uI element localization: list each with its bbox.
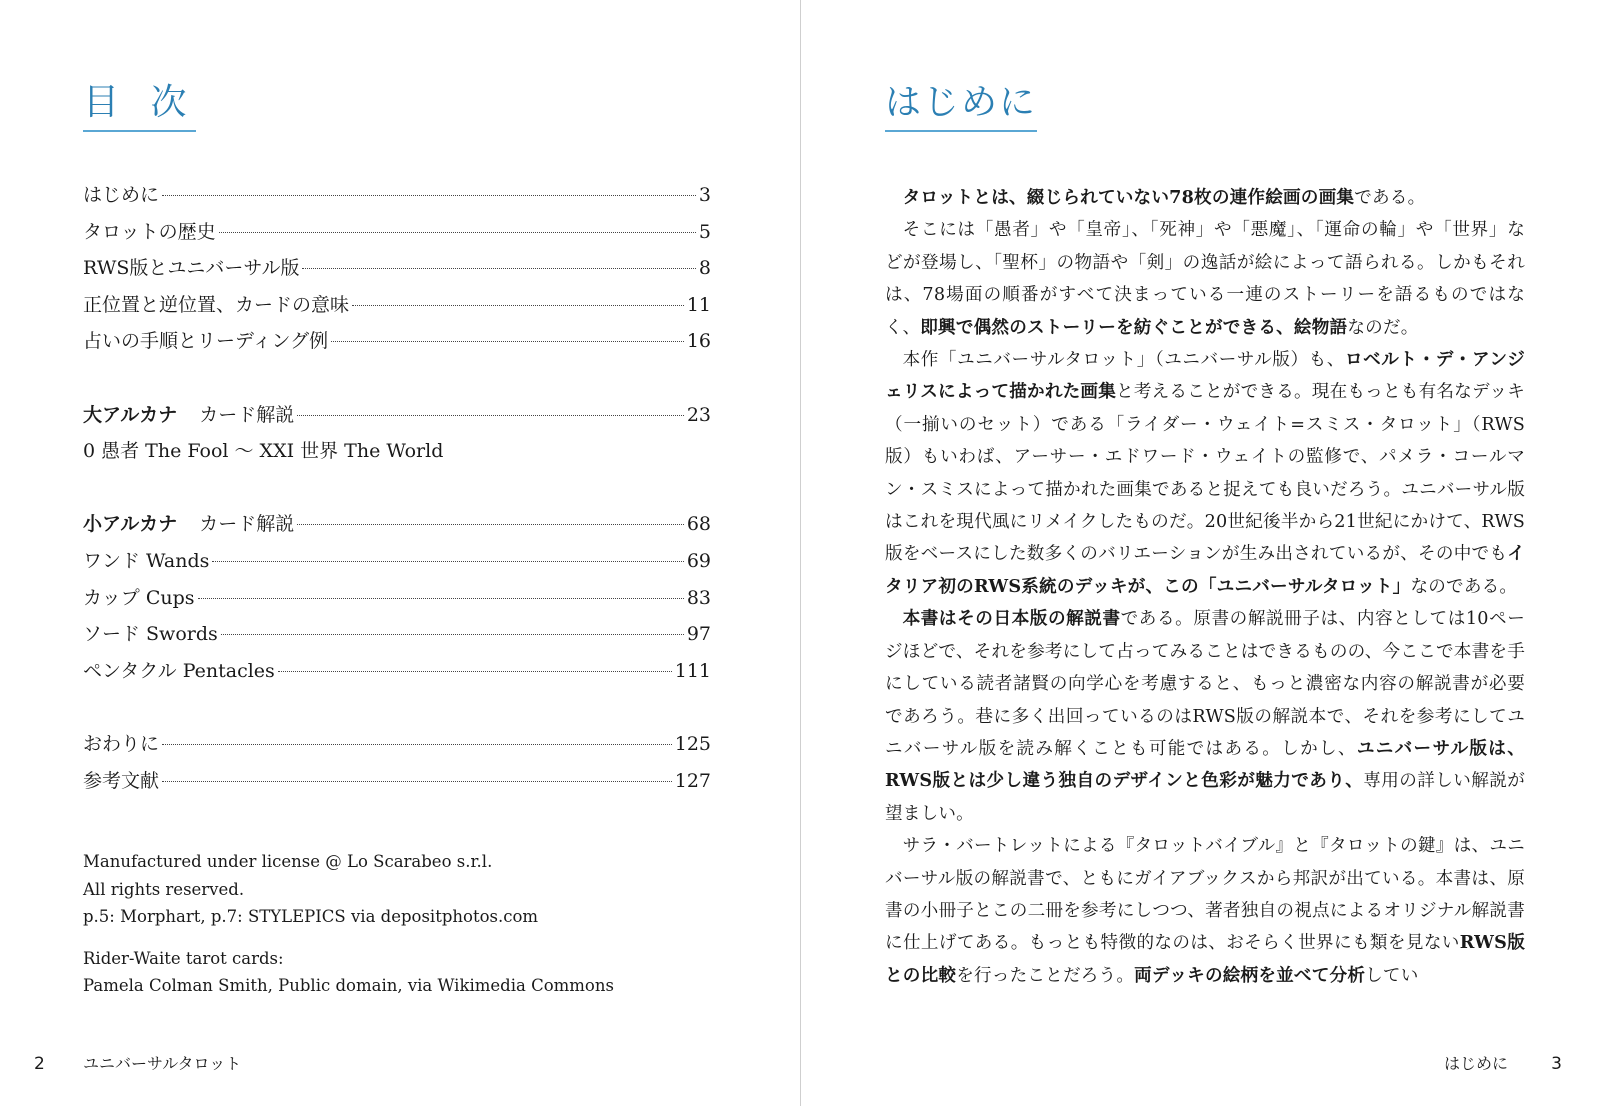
- toc-entry: ソード Swords 97: [83, 623, 711, 646]
- toc-entry: 参考文献 127: [83, 769, 711, 792]
- page-number: 3: [1551, 1054, 1562, 1074]
- running-title: はじめに: [1443, 1054, 1508, 1073]
- paragraph: そこには「愚者」や「皇帝」、「死神」や「悪魔」、「運命の輪」や「世界」などが登場し、「聖杯」の物語や「剣」の逸話が絵によって語られる。しかもそれは、78場面の順番がすべて決まっている一連のストーリーを語るものではなく、即興で偶然のストーリーを紡ぐことができる、絵物語なのだ。: [885, 220, 1525, 338]
- intro-heading: はじめに: [885, 78, 1037, 132]
- intro-body: [885, 182, 1525, 992]
- toc-entry: ワンド Wands 69: [83, 549, 711, 572]
- toc-entry: はじめに 3: [83, 184, 711, 206]
- toc-entry: タロットの歴史 5: [83, 220, 711, 243]
- toc-entry: RWS版とユニバーサル版 8: [83, 257, 711, 280]
- toc-entry: ペンタクル Pentacles 111: [83, 659, 711, 682]
- paragraph: 本作「ユニバーサルタロット」（ユニバーサル版）も、ロベルト・デ・アンジェリスによって描かれた画集と考えることができる。現在もっとも有名なデッキ（一揃いのセット）である「ライダー・ウェイト=スミス・タロット」（RWS版）もいわば、アーサー・エドワード・ウェイトの監修で、パメラ・コールマン・スミスによって描かれた画集であると捉えても良いだろう。ユニバーサル版はこれを現代風にリメイクしたものだ。20世紀後半から21世紀にかけて、RWS版をベースにした数多くのバリエーションが生み出されているが、その中でもイタリア初のRWS系統のデッキが、この「ユニバーサルタロット」なのである。: [885, 349, 1526, 597]
- toc-entry-minor-arcana: 小アルカナ カード解説 68: [83, 513, 711, 536]
- table-of-contents: [83, 180, 711, 802]
- paragraph: 本書はその日本版の解説書である。原書の解説冊子は、内容としては10ページほどで、それを参考にして占ってみることはできるものの、今ここで本書を手にしている読者諸賢の向学心を考慮すると、もっと濃密な内容の解説書が必要であろう。巷に多く出回っているのはRWS版の解説本で、それを参考にしてユニバーサル版を読み解くことも可能ではある。しかし、ユニバーサル版は、RWS版とは少し違う独自のデザインと色彩が魅力であり、専用の詳しい解説が望ましい。: [885, 608, 1526, 824]
- toc-entry: カップ Cups 83: [83, 586, 711, 609]
- page-number: 2: [34, 1054, 45, 1074]
- running-title: ユニバーサルタロット: [83, 1054, 242, 1073]
- paragraph: サラ・バートレットによる『タロットバイブル』と『タロットの鍵』は、ユニバーサル版の解説書で、ともにガイアブックスから邦訳が出ている。本書は、原書の小冊子とこの二冊を参考にしつつ、著者独自の視点によるオリジナル解説書に仕上げてある。もっとも特徴的なのは、おそらく世界にも類を見ないRWS版との比較を行ったことだろう。両デッキの絵柄を並べて分析してい: [885, 836, 1526, 986]
- toc-major-range: 0 愚者 The Fool 〜 XXI 世界 The World: [83, 440, 444, 463]
- paragraph: タロットとは、綴じられていない78枚の連作絵画の画集である。: [902, 187, 1426, 208]
- toc-entry-major-arcana: 大アルカナ カード解説 23: [83, 403, 711, 426]
- toc-entry: 占いの手順とリーディング例 16: [83, 330, 711, 353]
- right-page: [801, 0, 1600, 1106]
- toc-entry: おわりに 125: [83, 732, 711, 755]
- toc-entry: 正位置と逆位置、カードの意味 11: [83, 293, 711, 316]
- credits: Manufactured under license @ Lo Scarabeo s.r.l. All rights reserved. p.5: Morphart, p.7: STYLEPICS via depositphotos.com Rider-Waite tarot cards: Pamela Colman Smith, Public domain, via Wikimedia Commons: [83, 852, 614, 995]
- toc-heading: 目 次: [83, 78, 196, 132]
